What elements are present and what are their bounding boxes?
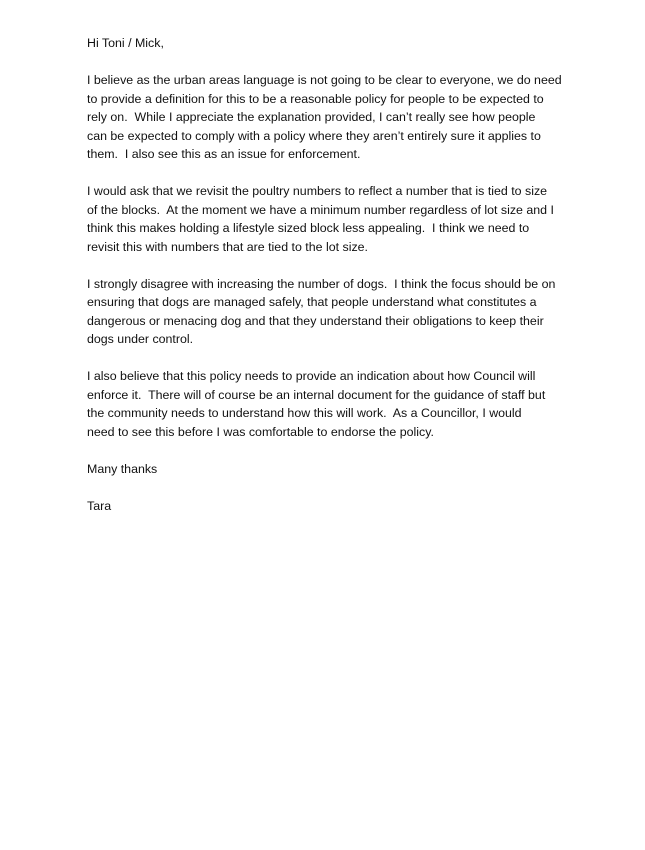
letter-closing [87,460,567,479]
paragraph-line: I would ask that we revisit the poultry numbers to reflect a number that is tied to size [87,184,548,198]
greeting-line: Hi Toni / Mick, [87,36,164,50]
paragraph-line: I also believe that this policy needs to provide an indication about how Council will [87,369,536,383]
paragraph-dogs [87,275,567,349]
paragraph-line: I strongly disagree with increasing the number of dogs. I think the focus should be on [87,276,556,291]
paragraph-line: ensuring that dogs are managed safely, that people understand what constitutes a [87,295,537,309]
paragraph-line: rely on. While I appreciate the explanation provided, I can’t really see how people [87,110,536,124]
paragraph-line: of the blocks. At the moment we have a minimum number regardless of lot size and I [87,202,554,217]
paragraph-poultry-numbers [87,182,567,256]
paragraph-urban-areas [87,71,567,164]
paragraph-line: the community needs to understand how this will work. As a Councillor, I would [87,406,522,420]
paragraph-line: revisit this with numbers that are tied to the lot size. [87,239,368,254]
paragraph-line: need to see this before I was comfortable to endorse the policy. [87,424,434,439]
paragraph-line: dogs under control. [87,332,194,346]
paragraph-line: to provide a definition for this to be a reasonable policy for people to be expected to [87,91,544,106]
letter-body [87,34,567,534]
paragraph-line: can be expected to comply with a policy where they aren’t entirely sure it applies to [87,128,541,143]
letter-greeting [87,34,567,53]
closing-line: Many thanks [87,461,158,476]
paragraph-line: them. I also see this as an issue for enforcement. [87,147,361,161]
signature-line: Tara [87,498,112,513]
letter-signature [87,497,567,516]
paragraph-line: think this makes holding a lifestyle sized block less appealing. I think we need to [87,221,530,235]
paragraph-line: I believe as the urban areas language is not going to be clear to everyone, we do need [87,73,562,87]
paragraph-line: dangerous or menacing dog and that they understand their obligations to keep their [87,313,544,328]
paragraph-line: enforce it. There will of course be an internal document for the guidance of staff but [87,387,546,402]
paragraph-enforcement [87,367,567,441]
